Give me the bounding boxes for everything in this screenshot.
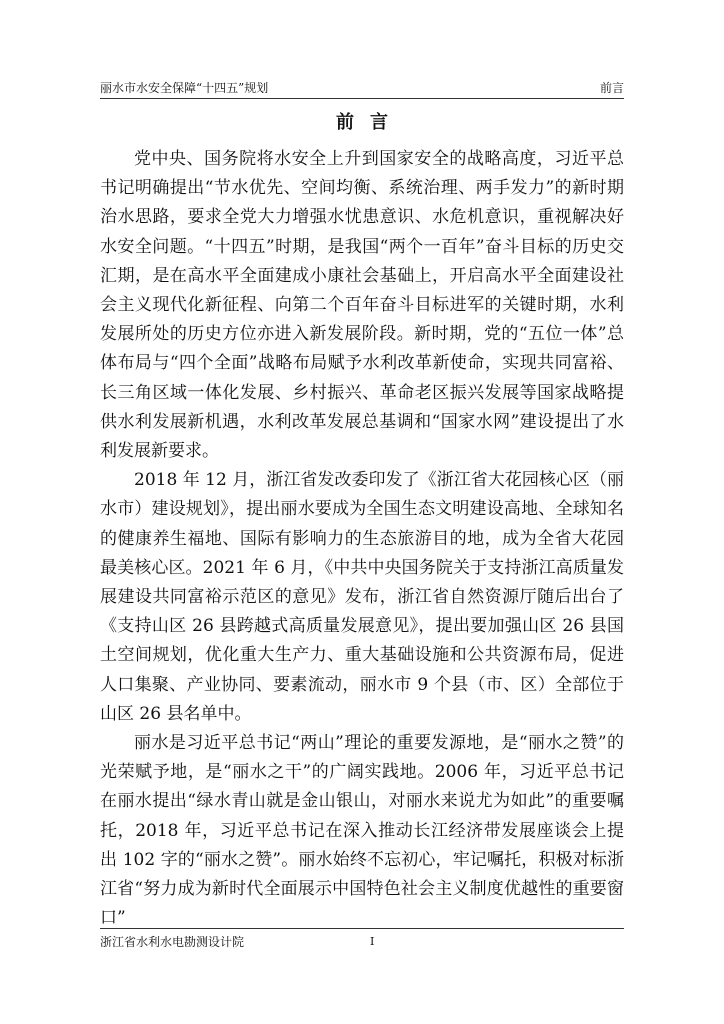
page-title: 前言 bbox=[336, 112, 404, 133]
page-footer bbox=[100, 928, 624, 953]
page-number: I bbox=[370, 935, 375, 948]
footer-organization: 浙江省水利水电勘测设计院 bbox=[100, 935, 245, 949]
paragraph-2: 2018 年 12 月，浙江省发改委印发了《浙江省大花园核心区（丽水市）建设规划》，提出丽水要成为全国生态文明建设高地、全球知名的健康养生福地、国际有影响力的生态旅游目的地，成为全省大花园最美核心区。2021 年 6 月，《中共中央国务院关于支持浙江高质量发展建设共同富裕示范区的意见》发布，浙江省自然资源厅随后出台了《支持山区 26 县跨越式高质量发展意见》，提出要加强山区 26 县国土空间规划，优化重大生产力、重大基础设施和公共资源布局，促进人口集聚、产业协同、要素流动，丽水市 9 个县（市、区）全部位于山区 26 县名单中。 bbox=[100, 470, 624, 724]
document-body bbox=[100, 145, 624, 929]
header-document-title: 丽水市水安全保障“十四五”规划 bbox=[100, 81, 269, 95]
paragraph-1: 党中央、国务院将水安全上升到国家安全的战略高度，习近平总书记明确提出“节水优先、空间均衡、系统治理、两手发力”的新时期治水思路，要求全党大力增强水忧患意识、水危机意识，重视解决好水安全问题。“十四五”时期，是我国“两个一百年”奋斗目标的历史交汇期，是在高水平全面建成小康社会基础上，开启高水平全面建设社会主义现代化新征程、向第二个百年奋斗目标进军的关键时期，水利发展所处的历史方位亦进入新发展阶段。新时期，党的“五位一体”总体布局与“四个全面”战略布局赋予水利改革新使命，实现共同富裕、长三角区域一体化发展、乡村振兴、革命老区振兴发展等国家战略提供水利发展新机遇，水利改革发展总基调和“国家水网”建设提出了水利发展新要求。 bbox=[100, 149, 624, 462]
paragraph-3: 丽水是习近平总书记“两山”理论的重要发源地，是“丽水之赞”的光荣赋予地，是“丽水之干”的广阔实践地。2006 年，习近平总书记在丽水提出“绿水青山就是金山银山，对丽水来说尤为如此”的重要嘱托，2018 年，习近平总书记在深入推动长江经济带发展座谈会上提出 102 字的“丽水之赞”。丽水始终不忘初心，牢记嘱托，积极对标浙江省“努力成为新时代全面展示中国特色社会主义制度优越性的重要窗口” bbox=[100, 733, 624, 929]
header-section-title: 前言 bbox=[599, 81, 624, 95]
page-header bbox=[100, 78, 624, 99]
